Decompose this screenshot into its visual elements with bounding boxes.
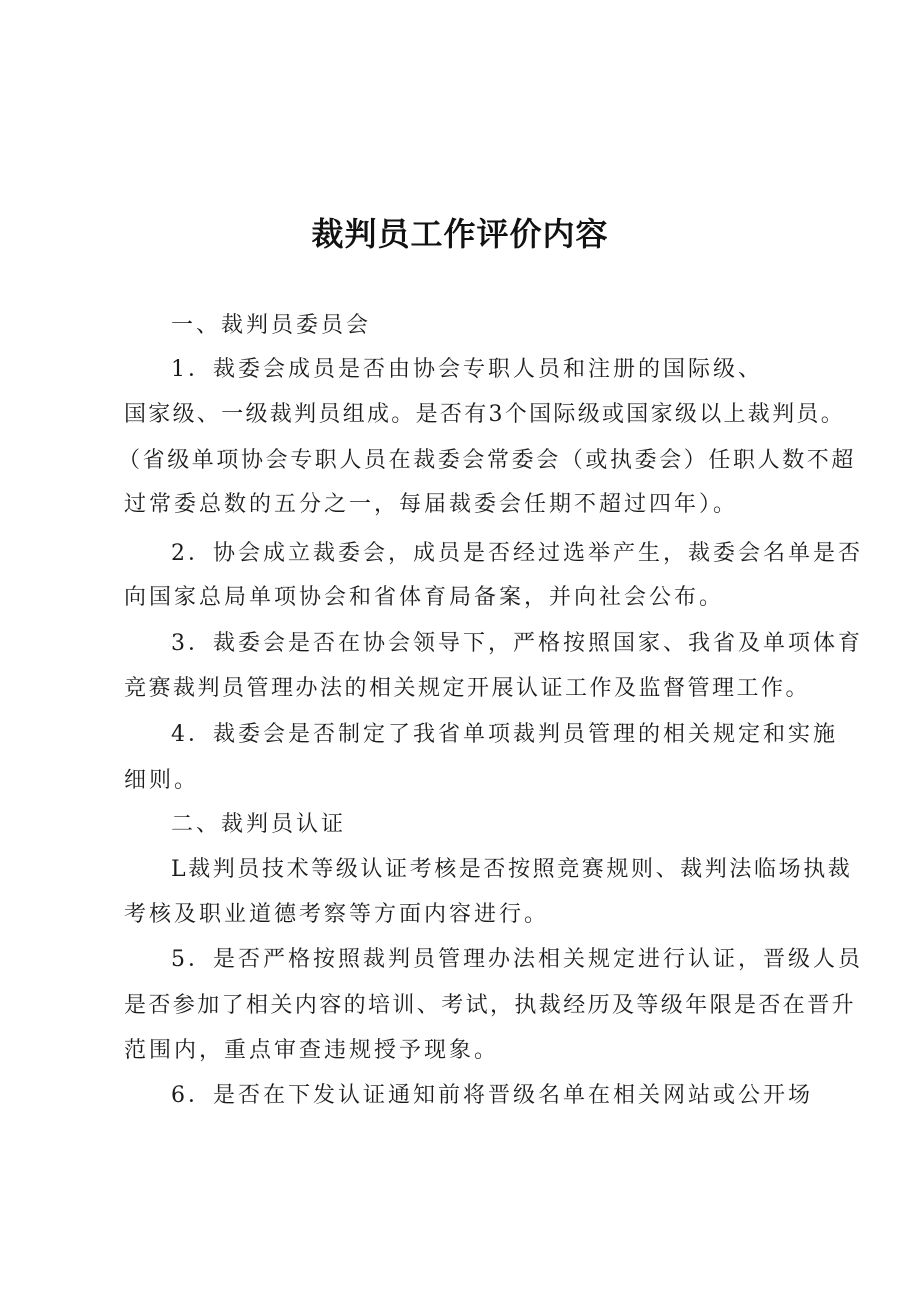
paragraph-line: 过常委总数的五分之一，每届裁委会任期不超过四年）。	[124, 492, 739, 517]
paragraph-line: 向国家总局单项协会和省体育局备案，并向社会公布。	[124, 585, 725, 610]
paragraph-line: 范围内，重点审查违规授予现象。	[124, 1038, 500, 1063]
section-heading-1: 一、裁判员委员会	[171, 313, 372, 338]
paragraph-line: 4．裁委会是否制定了我省单项裁判员管理的相关规定和实施	[171, 722, 838, 747]
paragraph-line: 国家级、一级裁判员组成。是否有3个国际级或国家级以上裁判员。	[124, 402, 845, 427]
paragraph-line: 5．是否严格按照裁判员管理办法相关规定进行认证，晋级人员	[171, 947, 863, 972]
paragraph-line: （省级单项协会专职人员在裁委会常委会（或执委会）任职人数不超	[118, 448, 857, 473]
paragraph-line: 是否参加了相关内容的培训、考试，执裁经历及等级年限是否在晋升	[124, 993, 857, 1018]
paragraph-line: 1．裁委会成员是否由协会专职人员和注册的国际级、	[171, 357, 763, 382]
section-heading-2: 二、裁判员认证	[171, 812, 347, 837]
page-title: 裁判员工作评价内容	[311, 215, 609, 253]
paragraph-line: 竞赛裁判员管理办法的相关规定开展认证工作及监督管理工作。	[124, 676, 811, 701]
paragraph-line: 6．是否在下发认证通知前将晋级名单在相关网站或公开场	[171, 1083, 813, 1108]
paragraph-line: 3．裁委会是否在协会领导下，严格按照国家、我省及单项体育	[171, 631, 863, 656]
paragraph-line: 细则。	[124, 768, 200, 793]
paragraph-line: L裁判员技术等级认证考核是否按照竞赛规则、裁判法临场执裁	[171, 857, 853, 882]
paragraph-line: 2．协会成立裁委会，成员是否经过选举产生，裁委会名单是否	[171, 541, 863, 566]
paragraph-line: 考核及职业道德考察等方面内容进行。	[124, 902, 550, 927]
